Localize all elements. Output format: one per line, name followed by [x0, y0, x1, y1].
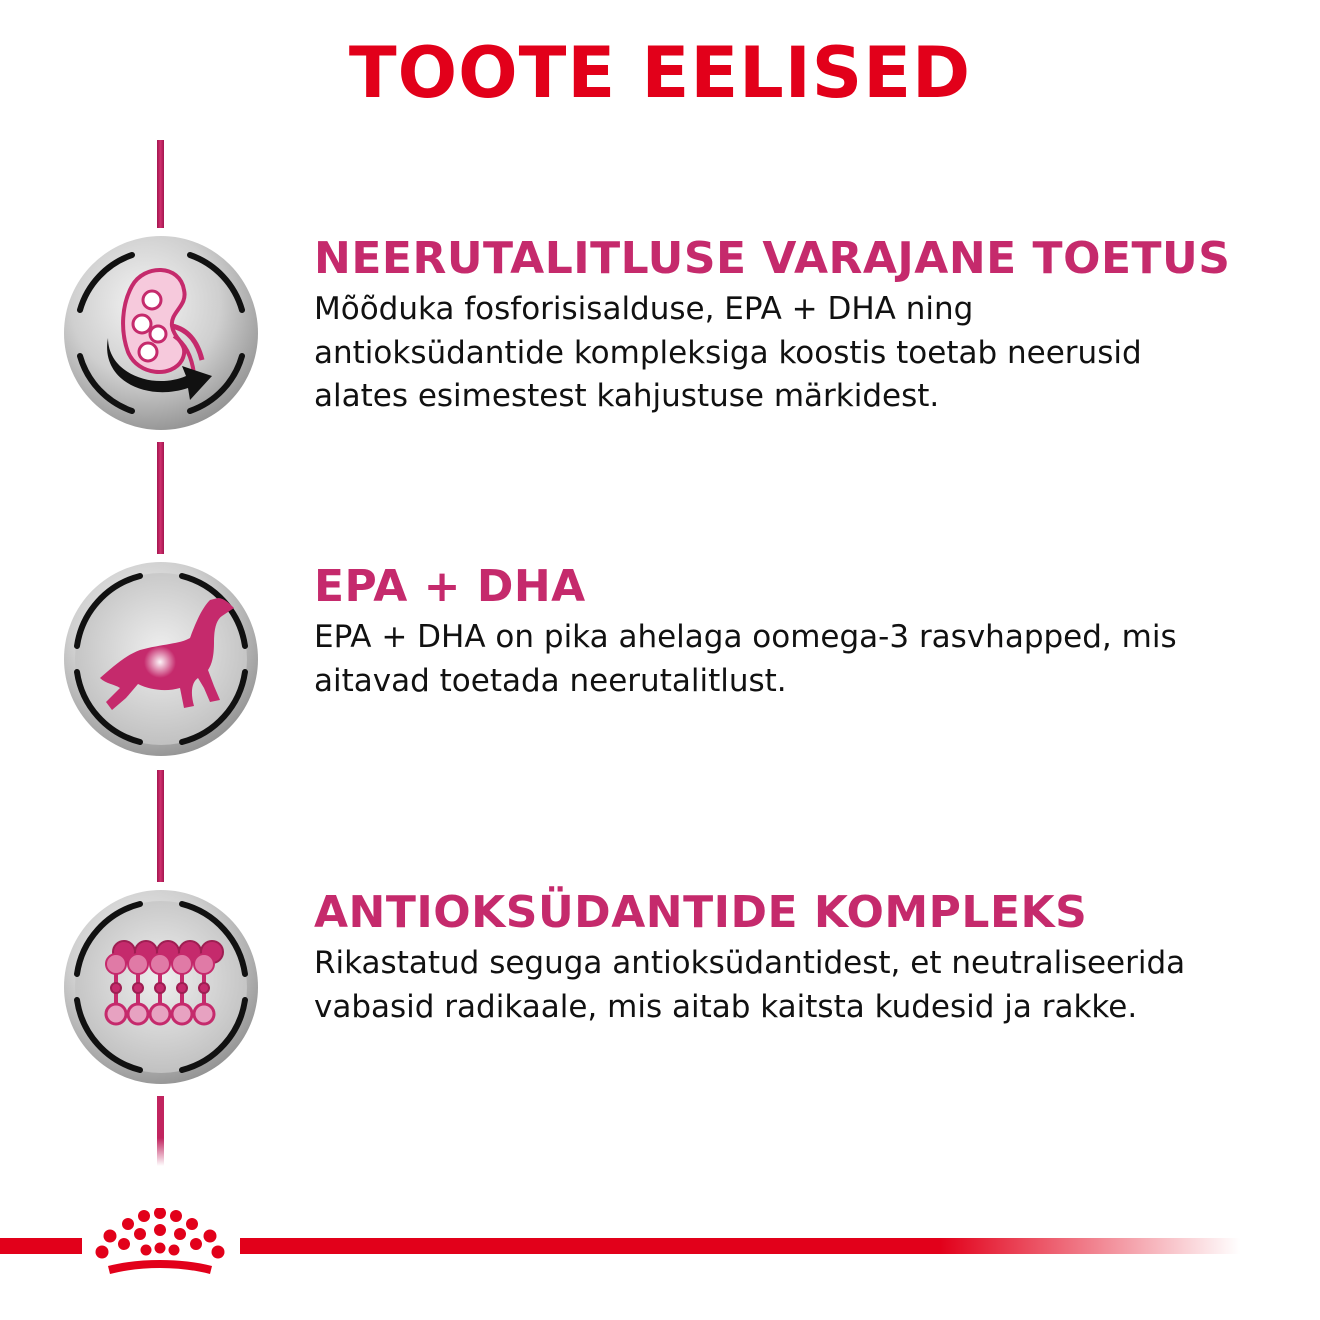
benefit-item [314, 560, 1304, 703]
dog-icon [62, 560, 260, 758]
benefit-line: EPA + DHA on pika ahelaga oomega-3 rasvhapped, mis [314, 619, 1177, 655]
cell-membrane-icon [62, 888, 260, 1086]
benefit-description [314, 616, 1304, 703]
page-title: TOOTE EELISED [348, 32, 972, 114]
benefit-heading: EPA + DHA [314, 561, 586, 612]
benefit-line: Rikastatud seguga antioksüdantidest, et neutraliseerida [314, 945, 1186, 981]
kidney-icon [62, 234, 260, 432]
timeline-line [157, 140, 164, 228]
footer-rule-right [240, 1238, 1240, 1254]
benefit-line: vabasid radikaale, mis aitab kaitsta kudesid ja rakke. [314, 988, 1138, 1025]
timeline-line [157, 1096, 164, 1166]
timeline-line [157, 770, 164, 882]
footer-rule-left [0, 1238, 82, 1254]
benefit-item [314, 232, 1304, 419]
benefit-line: alates esimestest kahjustuse märkidest. [314, 378, 940, 414]
benefit-line: Mõõduka fosforisisalduse, EPA + DHA ning [314, 291, 974, 327]
crown-logo-icon [88, 1208, 232, 1284]
benefit-line: antioksüdantide kompleksiga koostis toetab neerusid [314, 334, 1142, 371]
benefit-description [314, 942, 1304, 1029]
benefit-heading: NEERUTALITLUSE VARAJANE TOETUS [314, 233, 1231, 284]
benefit-heading: ANTIOKSÜDANTIDE KOMPLEKS [314, 887, 1088, 938]
benefit-item [314, 886, 1304, 1029]
benefit-line: aitavad toetada neerutalitlust. [314, 662, 787, 699]
benefit-description [314, 288, 1304, 419]
timeline-line [157, 442, 164, 554]
